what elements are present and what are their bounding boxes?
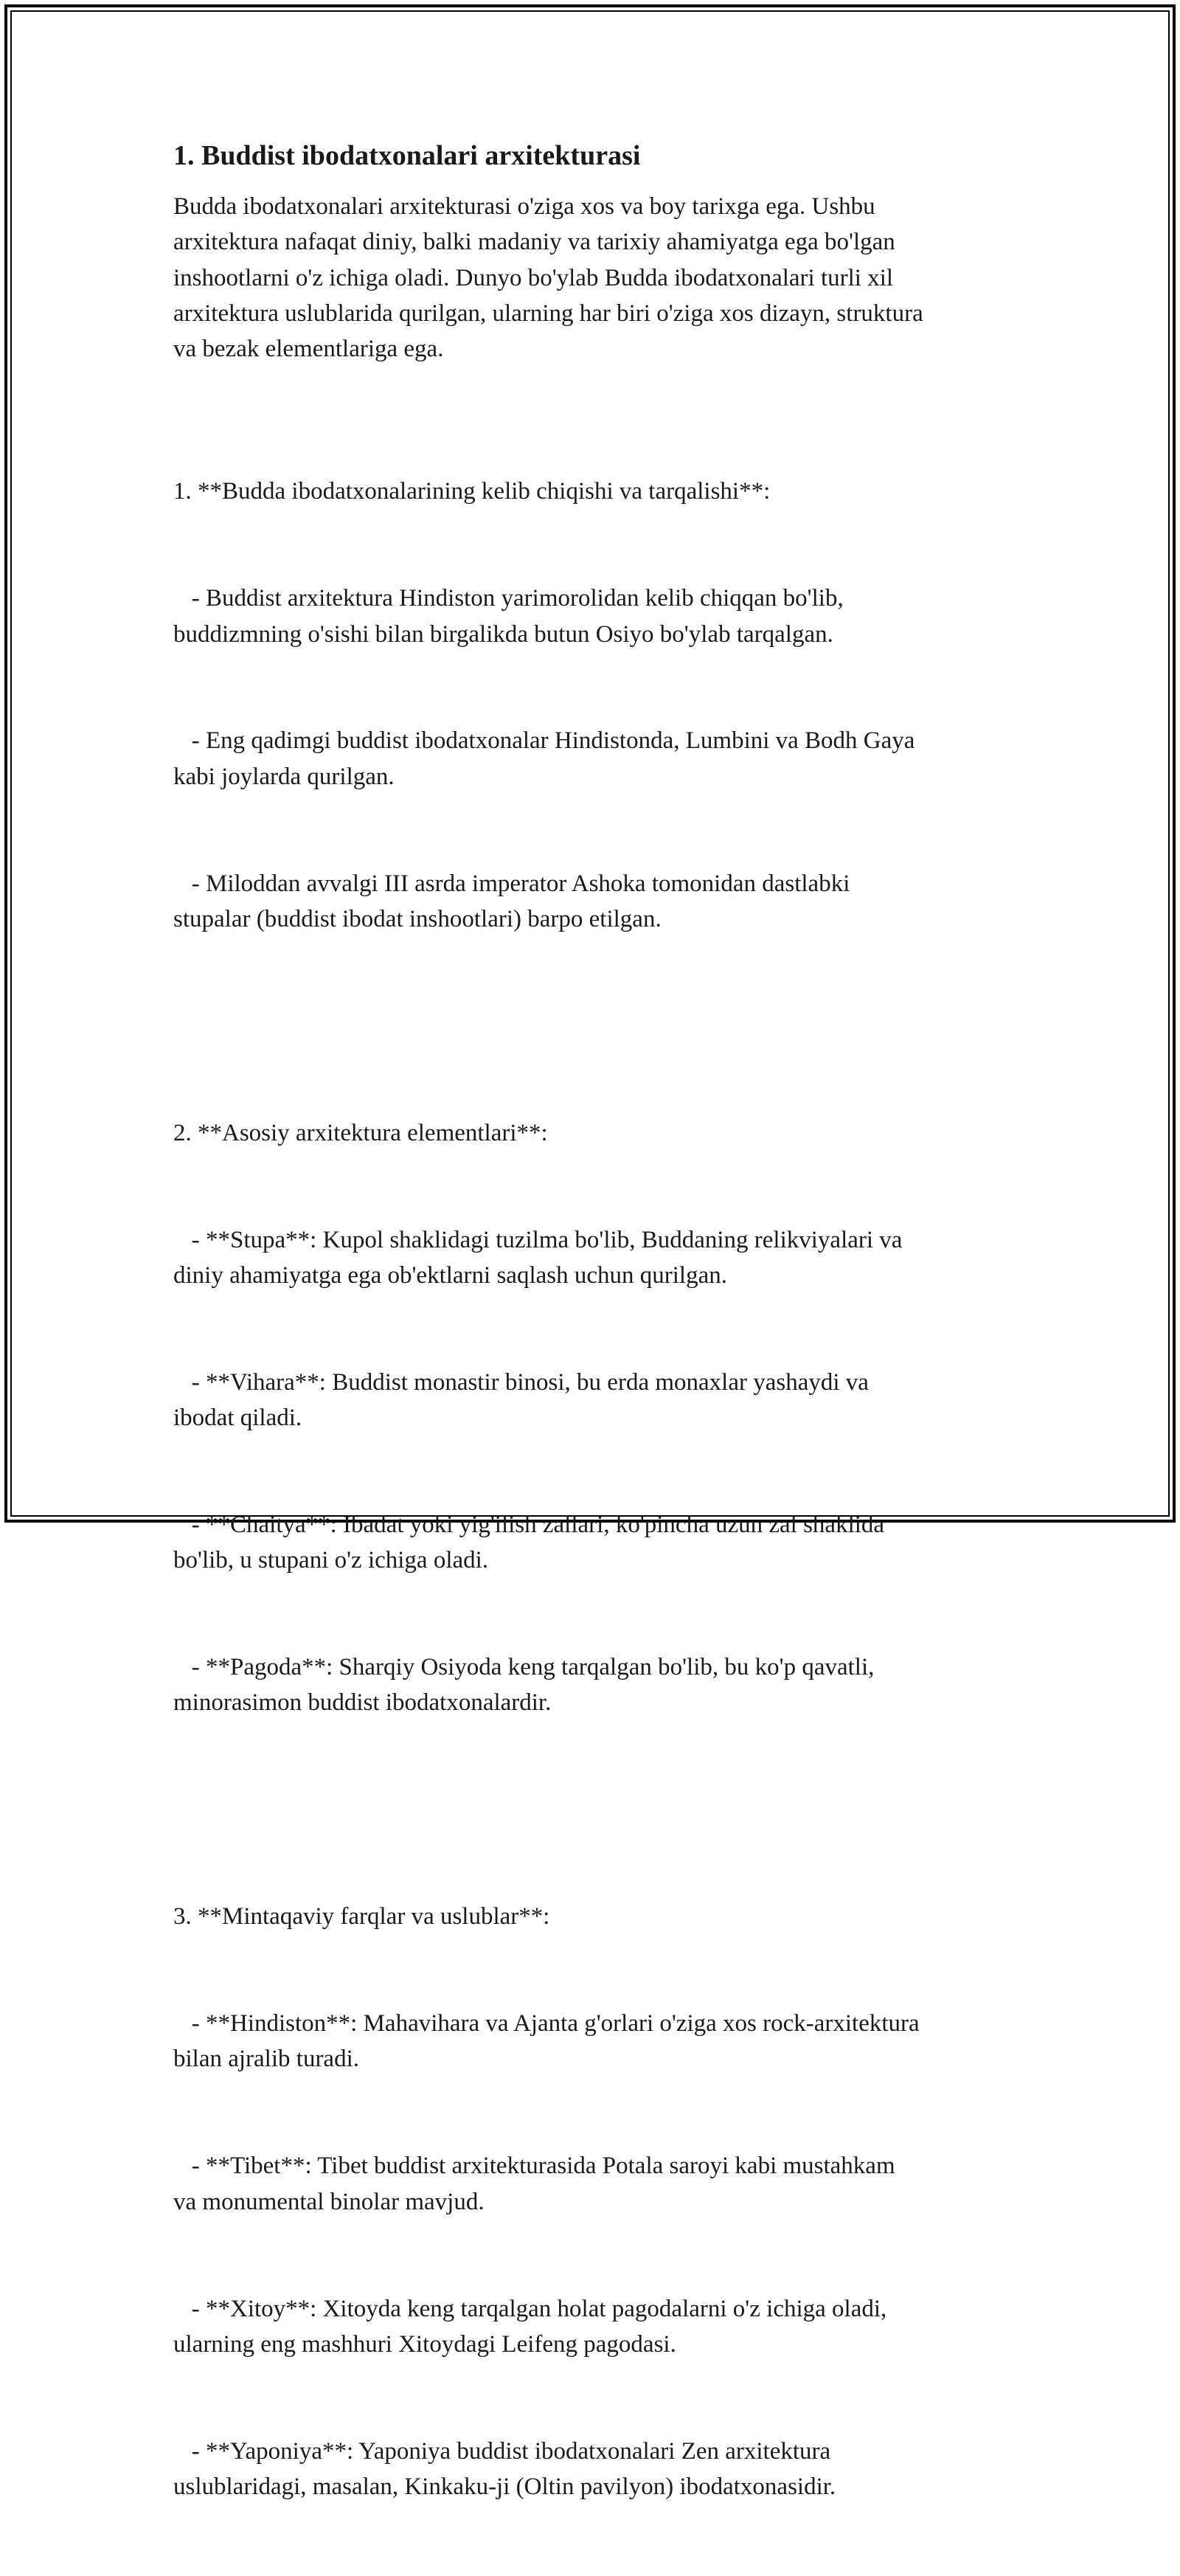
document-heading: 1. Buddist ibodatxonalari arxitekturasi [173,140,641,171]
bullet-item: - **Pagoda**: Sharqiy Osiyoda keng tarqalgan bo'lib, bu ko'p qavatli, minorasimon buddist ibodatxonalardir. [173,1654,875,1717]
bullet-item: - **Stupa**: Kupol shaklidagi tuzilma bo'lib, Buddaning relikviyalari va diniy ahamiyatga ega ob'ektlarni saqlash uchun qurilgan. [173,1226,903,1289]
section-regional [173,1828,1014,2576]
intro-paragraph: Budda ibodatxonalari arxitekturasi o'ziga xos va boy tarixga ega. Ushbu arxitektura nafaqat diniy, balki madaniy va tarixiy ahamiyatga ega bo'lgan inshootlarni o'z ichiga oladi. Dunyo bo'ylab Budda ibodatxonalari turli xil arxitektura uslublarida qurilgan, ularning har biri o'ziga xos dizayn, struktura va bezak elementlariga ega. [173,193,923,363]
bullet-item: - **Hindiston**: Mahavihara va Ajanta g'orlari o'ziga xos rock-arxitektura bilan ajralib turadi. [173,2010,920,2073]
bullet-item: - Eng qadimgi buddist ibodatxonalar Hindistonda, Lumbini va Bodh Gaya kabi joylarda qurilgan. [173,727,915,790]
bullet-item: - **Tibet**: Tibet buddist arxitekturasida Potala saroyi kabi mustahkam va monumental binolar mavjud. [173,2153,895,2215]
section-title: 3. **Mintaqaviy farqlar va uslublar**: [173,1903,550,1931]
document-body [173,138,1014,2576]
section-elements [173,1044,1014,1792]
section-title: 2. **Asosiy arxitektura elementlari**: [173,1119,548,1146]
section-spacer [173,1792,1014,1827]
bullet-item: - **Xitoy**: Xitoyda keng tarqalgan holat pagodalarni o'z ichiga oladi, ularning eng mashhuri Xitoydagi Leifeng pagodasi. [173,2295,887,2358]
bullet-item: - Miloddan avvalgi III asrda imperator Ashoka tomonidan dastlabki stupalar (buddist ibodat inshootlari) barpo etilgan. [173,870,850,932]
bullet-item: - Buddist arxitektura Hindiston yarimorolidan kelib chiqqan bo'lib, buddizmning o'sishi bilan birgalikda butun Osiyo bo'ylab tarqalgan. [173,585,844,648]
bullet-item: - **Yaponiya**: Yaponiya buddist ibodatxonalari Zen arxitektura uslublaridagi, masalan, Kinkaku-ji (Oltin pavilyon) ibodatxonasidir. [173,2437,836,2500]
section-spacer [173,1008,1014,1044]
section-title: 1. **Budda ibodatxonalarining kelib chiqishi va tarqalishi**: [173,478,771,505]
bullet-item: - **Vihara**: Buddist monastir binosi, bu erda monaxlar yashaydi va ibodat qiladi. [173,1368,869,1432]
bullet-item: - **Chaitya**: Ibadat yoki yig'ilish zallari, ko'pincha uzun zal shaklida bo'lib, u stupani o'z ichiga oladi. [173,1511,885,1574]
section-spacer [173,367,1014,402]
section-origin [173,403,1014,1008]
